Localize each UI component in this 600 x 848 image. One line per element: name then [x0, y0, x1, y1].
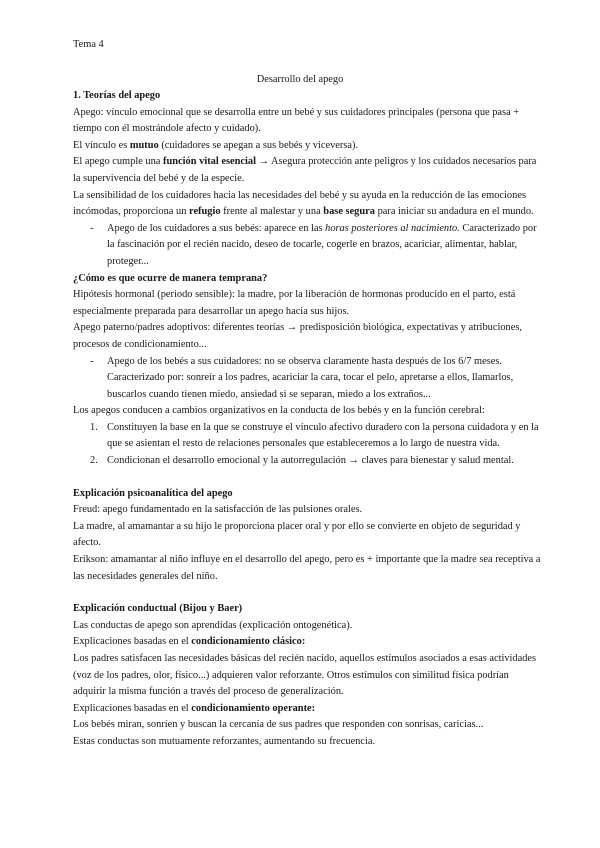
paragraph-operante-intro	[73, 701, 543, 718]
topic-label: Tema 4	[73, 39, 104, 50]
section-heading-conductual: Explicación conductual (Bijou y Baer)	[73, 603, 243, 615]
paragraph-funcion-vital	[73, 154, 543, 187]
paragraph-sensibilidad	[73, 188, 543, 221]
paragraph-reforzantes: Estas conductas son mutuamente reforzantes, aumentando su frecuencia.	[73, 735, 376, 747]
bold-term-clasico: condicionamiento clásico:	[191, 636, 306, 648]
section-heading-temprana: ¿Cómo es que ocurre de manera temprana?	[73, 272, 268, 284]
section-heading-teorias: 1. Teorías del apego	[73, 90, 161, 101]
section-heading-psicoanalitica: Explicación psicoanalítica del apego	[73, 487, 233, 499]
text-run: para iniciar su andadura en el mundo.	[374, 206, 534, 218]
paragraph-clasico-intro	[73, 634, 543, 651]
text-run: → Asegura protección ante peligros y los cuidados necesarios para la supervivencia del bebé y de la especie.	[73, 156, 537, 184]
number-marker: 1.	[90, 421, 98, 433]
spacer	[73, 470, 543, 486]
text-run: Condicionan el desarrollo emocional y la autorregulación → claves para bienestar y salud mental.	[107, 455, 514, 467]
numbered-item	[73, 453, 543, 470]
italic-term-horas: horas posteriores al nacimiento.	[325, 222, 460, 234]
text-run: Apego de los cuidadores a sus bebés: aparece en las	[107, 222, 326, 234]
bold-term-funcion-vital: función vital esencial	[163, 156, 256, 168]
paragraph-hipotesis-hormonal: Hipótesis hormonal (periodo sensible): la madre, por la liberación de hormonas producido en el parto, está especialmente preparada para desarrollar un apego hacia sus hijos.	[73, 289, 516, 317]
paragraph-freud: Freud: apego fundamentado en la satisfacción de las pulsiones orales.	[73, 504, 363, 516]
paragraph-erikson: Erikson: amamantar al niño influye en el desarrollo del apego, pero es + importante que la madre sea receptiva a las necesidades generales del niño.	[73, 554, 541, 582]
bold-term-base-segura: base segura	[323, 206, 375, 218]
text-run: frente al malestar y una	[220, 206, 324, 218]
paragraph-cambios-organizativos: Los apegos conducen a cambios organizativos en la conducta de los bebés y en la función cerebral:	[73, 405, 485, 417]
paragraph-aprendidas: Las conductas de apego son aprendidas (explicación ontogenética).	[73, 619, 353, 631]
paragraph-vinculo-mutuo	[73, 138, 543, 155]
text-run: El apego cumple una	[73, 156, 164, 168]
text-run: Apego de los bebés a sus cuidadores: no se observa claramente hasta después de los 6/7 meses. Caracterizado por: sonreír a los padres, acariciar la cara, tocar el pelo, apretarse a ellos, llamarlos, buscarlos cuando tienen miedo, ansiedad si se separan, miedo a los extraños...	[107, 355, 514, 400]
bold-term-operante: condicionamiento operante:	[191, 702, 316, 714]
bold-term-mutuo: mutuo	[129, 139, 159, 151]
text-run: Explicaciones basadas en el	[73, 702, 192, 714]
paragraph-apego-definition: Apego: vínculo emocional que se desarrolla entre un bebé y sus cuidadores principales (persona que pasa + tiempo con él mostrándole afecto y cuidado).	[73, 106, 520, 135]
paragraph-madre: La madre, al amamantar a su hijo le proporciona placer oral y por ello se convierte en objeto de seguridad y afecto.	[73, 520, 521, 549]
bullet-dash: -	[90, 222, 94, 234]
number-marker: 2.	[90, 455, 98, 467]
document-title: Desarrollo del apego	[256, 74, 344, 85]
text-run: El vínculo es	[73, 139, 130, 151]
text-run: Explicaciones basadas en el	[73, 636, 192, 648]
paragraph-bebes-miran: Los bebés miran, sonríen y buscan la cercanía de sus padres que responden con sonrisas, caricias...	[73, 719, 484, 731]
document-body	[73, 88, 543, 751]
list-item	[73, 354, 543, 404]
paragraph-padres-satisfacen: Los padres satisfacen las necesidades básicas del recién nacido, aquellos estímulos asociados a esas actividades (voz de los padres, olor, físico...) adquieren valor reforzante. Otros estímulos con similitud física podrían adquirir la misma función a través del proceso de generalización.	[73, 653, 537, 698]
numbered-item	[73, 420, 543, 453]
text-run: La sensibilidad de los cuidadores hacia las necesidades del bebé y su ayuda en la reducción de las emociones incómodas, proporciona un	[73, 189, 526, 218]
text-run: (cuidadores se apegan a sus bebés y viceversa).	[158, 139, 359, 151]
paragraph-apego-paterno: Apego paterno/padres adoptivos: diferentes teorías → predisposición biológica, expectativas y atribuciones, procesos de condicionamiento...	[73, 322, 522, 350]
text-run: Caracterizado por la fascinación por el recién nacido, deseo de tocarle, cogerle en brazos, acariciar, alimentar, hablar, proteger...	[107, 222, 537, 267]
bold-term-refugio: refugio	[189, 206, 221, 218]
bullet-dash: -	[90, 355, 94, 367]
text-run: Constituyen la base en la que se construye el vínculo afectivo duradero con la persona cuidadora y en la que se asientan el resto de relaciones personales que estableceremos a lo largo de nuestra vida.	[107, 421, 539, 450]
spacer	[73, 585, 543, 601]
list-item	[73, 221, 543, 271]
